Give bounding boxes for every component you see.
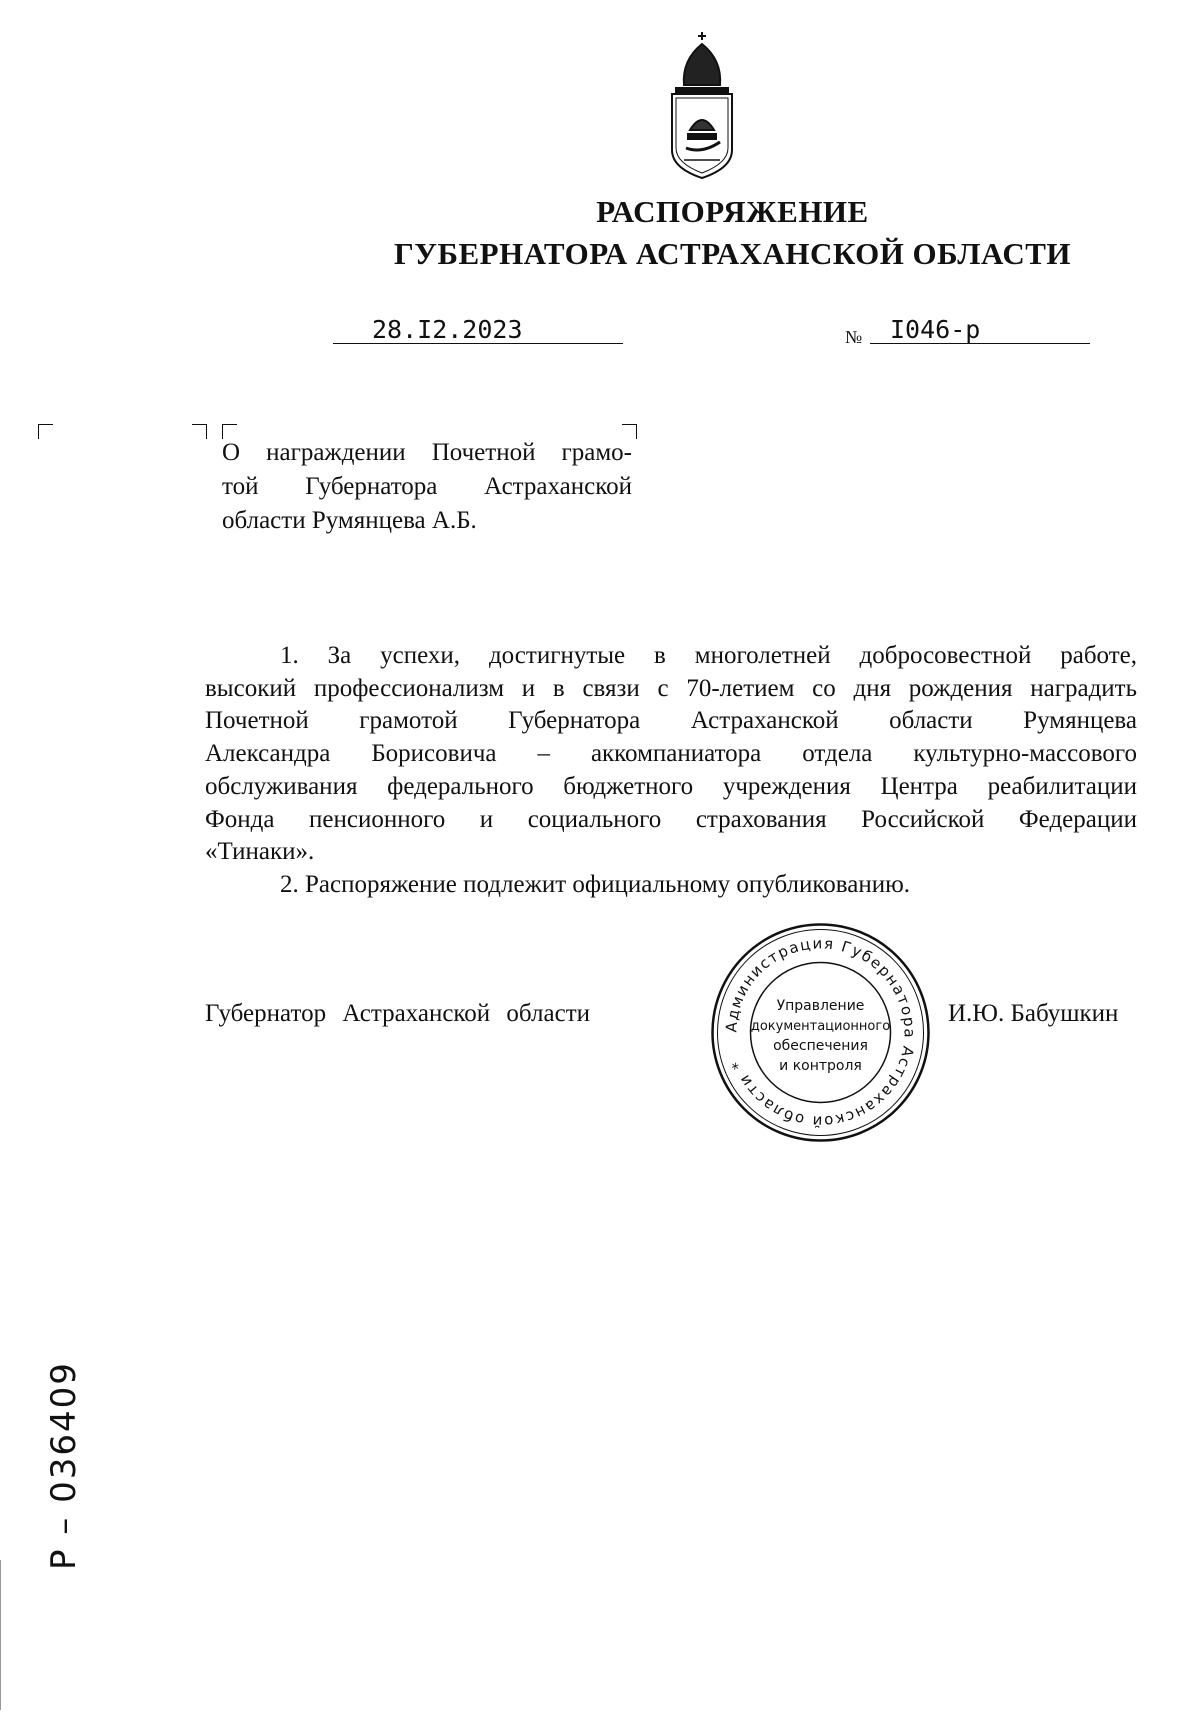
coat-of-arms-emblem xyxy=(662,30,742,180)
number-underline xyxy=(870,343,1090,344)
registration-number xyxy=(30,1361,90,1580)
issuer-title: ГУБЕРНАТОРА АСТРАХАНСКОЙ ОБЛАСТИ xyxy=(393,236,1072,271)
stamp-inner-line: документационного xyxy=(750,1019,891,1034)
signer-position: Губернатор Астраханской области xyxy=(205,1000,591,1027)
body-line: 1. За успехи, достигнутые в многолетней добросовестной работе, xyxy=(280,642,1137,669)
official-stamp xyxy=(708,920,933,1145)
stamp-inner-line: и контроля xyxy=(779,1058,862,1074)
subject-line: О награждении Почетной грамо- xyxy=(222,439,632,466)
document-type-title: РАСПОРЯЖЕНИЕ xyxy=(596,194,869,229)
registration-number-text: Р – 036409 xyxy=(44,1361,84,1570)
scan-edge-line xyxy=(0,1560,1,1710)
paragraph-2 xyxy=(205,869,1137,902)
subject-line: области Румянцева А.Б. xyxy=(222,507,477,534)
body-line: 2. Распоряжение подлежит официальному опубликованию. xyxy=(280,870,911,898)
signer-name: И.Ю. Бабушкин xyxy=(948,1000,1119,1027)
document-number: I046-р xyxy=(890,315,981,344)
body-line: Фонда пенсионного и социального страхования Российской Федерации xyxy=(205,805,1137,833)
body-line: высокий профессионализм и в связи с 70-летием со дня рождения наградить xyxy=(205,674,1137,702)
stamp-outer-text: Администрация Губернатора Астраханской области * xyxy=(722,934,919,1131)
paragraph-1 xyxy=(205,640,1137,869)
number-sign: № xyxy=(845,327,863,347)
body-line: Александра Борисовича – аккомпаниатора отдела культурно-массового xyxy=(205,740,1137,768)
body-line: «Тинаки». xyxy=(205,838,315,866)
subject-line: той Губернатора Астраханской xyxy=(222,473,632,500)
body-line: обслуживания федерального бюджетного учреждения Центра реабилитации xyxy=(205,772,1137,800)
document-body xyxy=(205,640,1137,902)
document-date: 28.I2.2023 xyxy=(372,315,523,344)
stamp-inner-line: Управление xyxy=(776,998,865,1014)
date-underline xyxy=(333,343,623,344)
body-line: Почетной грамотой Губернатора Астраханской области Румянцева xyxy=(205,707,1137,735)
corner-mark-mid-right xyxy=(192,424,207,439)
document-subject xyxy=(222,436,632,538)
corner-mark-left xyxy=(38,424,53,439)
stamp-inner-line: обеспечения xyxy=(773,1038,868,1054)
